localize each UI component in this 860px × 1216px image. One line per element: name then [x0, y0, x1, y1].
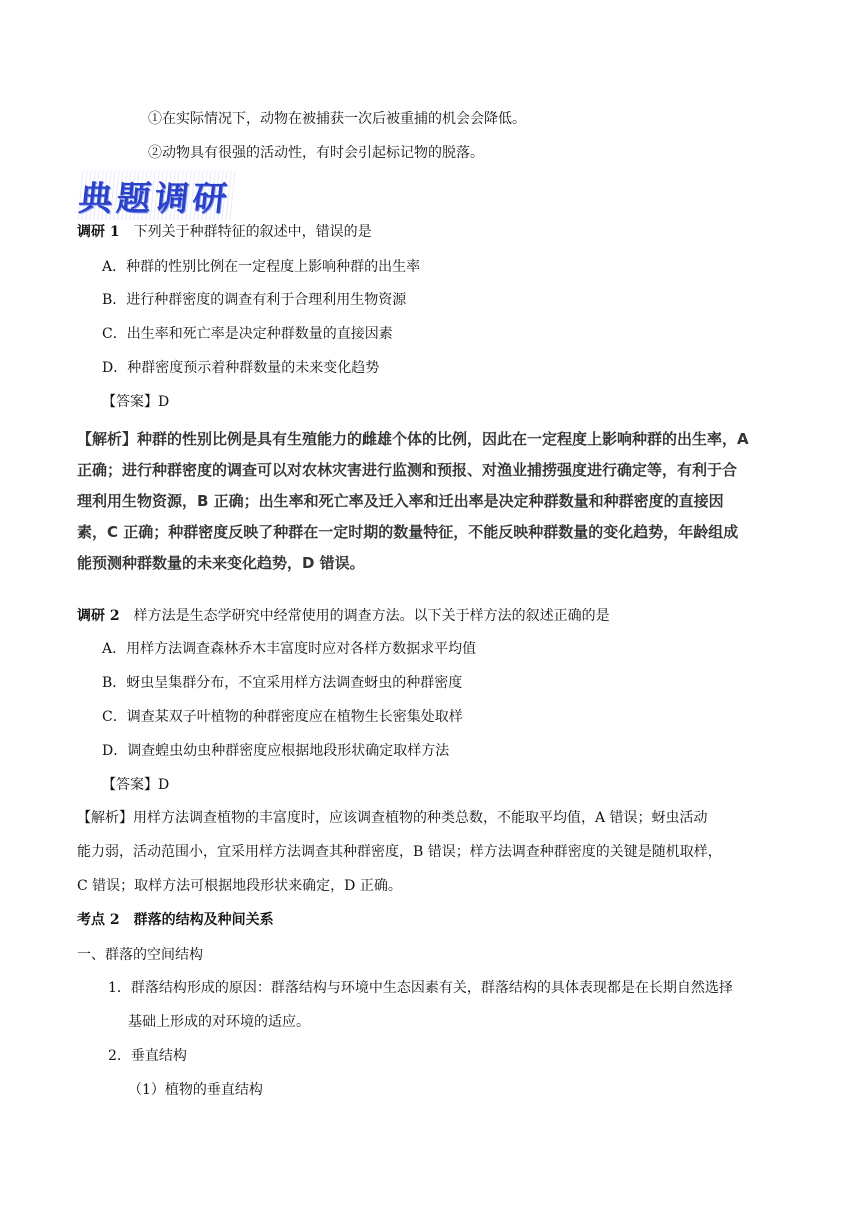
q2-answer: 【答案】D [102, 777, 170, 793]
q1-analysis-line: 素，C 正确；种群密度反映了种群在一定时期的数量特征，不能反映种群数量的变化趋势，年龄组成 [77, 523, 739, 541]
item-2: 2．垂直结构 [108, 1048, 187, 1064]
q2-analysis-line: 能力弱，活动范围小，宜采用样方法调查其种群密度，B 错误；样方法调查种群密度的关键是随机取样， [77, 844, 722, 860]
item-2-1: （1）植物的垂直结构 [128, 1082, 263, 1098]
q1-option-b: B．进行种群密度的调查有利于合理利用生物资源 [102, 292, 407, 308]
q1-option-a: A．种群的性别比例在一定程度上影响种群的出生率 [102, 259, 421, 275]
q2-analysis-line: 【解析】用样方法调查植物的丰富度时，应该调查植物的种类总数，不能取平均值，A 错误；蚜虫活动 [77, 810, 708, 826]
q1-analysis-line: 【解析】种群的性别比例是具有生殖能力的雌雄个体的比例，因此在一定程度上影响种群的出生率，A [77, 430, 749, 448]
q1-answer: 【答案】D [102, 394, 170, 410]
q1-analysis-line: 理利用生物资源，B 正确；出生率和死亡率及迁入率和迁出率是决定种群数量和种群密度的直接因 [77, 492, 724, 510]
question-1-stem: 下列关于种群特征的叙述中，错误的是 [133, 224, 372, 240]
kaodian-heading: 考点 2 群落的结构及种间关系 [77, 912, 274, 928]
item-1-line: 1．群落结构形成的原因：群落结构与环境中生态因素有关，群落结构的具体表现都是在长期自然选择 [108, 980, 733, 996]
question-1 [77, 222, 372, 242]
note-2: ②动物具有很强的活动性，有时会引起标记物的脱落。 [148, 145, 484, 161]
question-2-label: 调研 2 [77, 608, 120, 624]
banner-text: 典题调研 [74, 171, 235, 220]
q1-option-c: C．出生率和死亡率是决定种群数量的直接因素 [102, 326, 393, 342]
q2-option-d: D．调查蝗虫幼虫种群密度应根据地段形状确定取样方法 [102, 743, 450, 759]
q1-analysis-line: 能预测种群数量的未来变化趋势，D 错误。 [77, 554, 365, 572]
question-2 [77, 606, 610, 626]
q1-analysis-line: 正确；进行种群密度的调查可以对农林灾害进行监测和预报、对渔业捕捞强度进行确定等，有利于合 [77, 461, 738, 479]
question-1-label: 调研 1 [77, 224, 120, 240]
q2-option-c: C．调查某双子叶植物的种群密度应在植物生长密集处取样 [102, 709, 463, 725]
q2-option-a: A．用样方法调查森林乔木丰富度时应对各样方数据求平均值 [102, 641, 477, 657]
section-banner [74, 171, 235, 220]
section-heading: 一、群落的空间结构 [77, 947, 203, 963]
q2-analysis-line: C 错误；取样方法可根据地段形状来确定，D 正确。 [77, 878, 402, 894]
q2-option-b: B．蚜虫呈集群分布，不宜采用样方法调查蚜虫的种群密度 [102, 675, 463, 691]
item-1-line: 基础上形成的对环境的适应。 [128, 1014, 310, 1030]
question-2-stem: 样方法是生态学研究中经常使用的调查方法。以下关于样方法的叙述正确的是 [133, 608, 610, 624]
note-1: ①在实际情况下，动物在被捕获一次后被重捕的机会会降低。 [148, 111, 526, 127]
q1-option-d: D．种群密度预示着种群数量的未来变化趋势 [102, 360, 380, 376]
